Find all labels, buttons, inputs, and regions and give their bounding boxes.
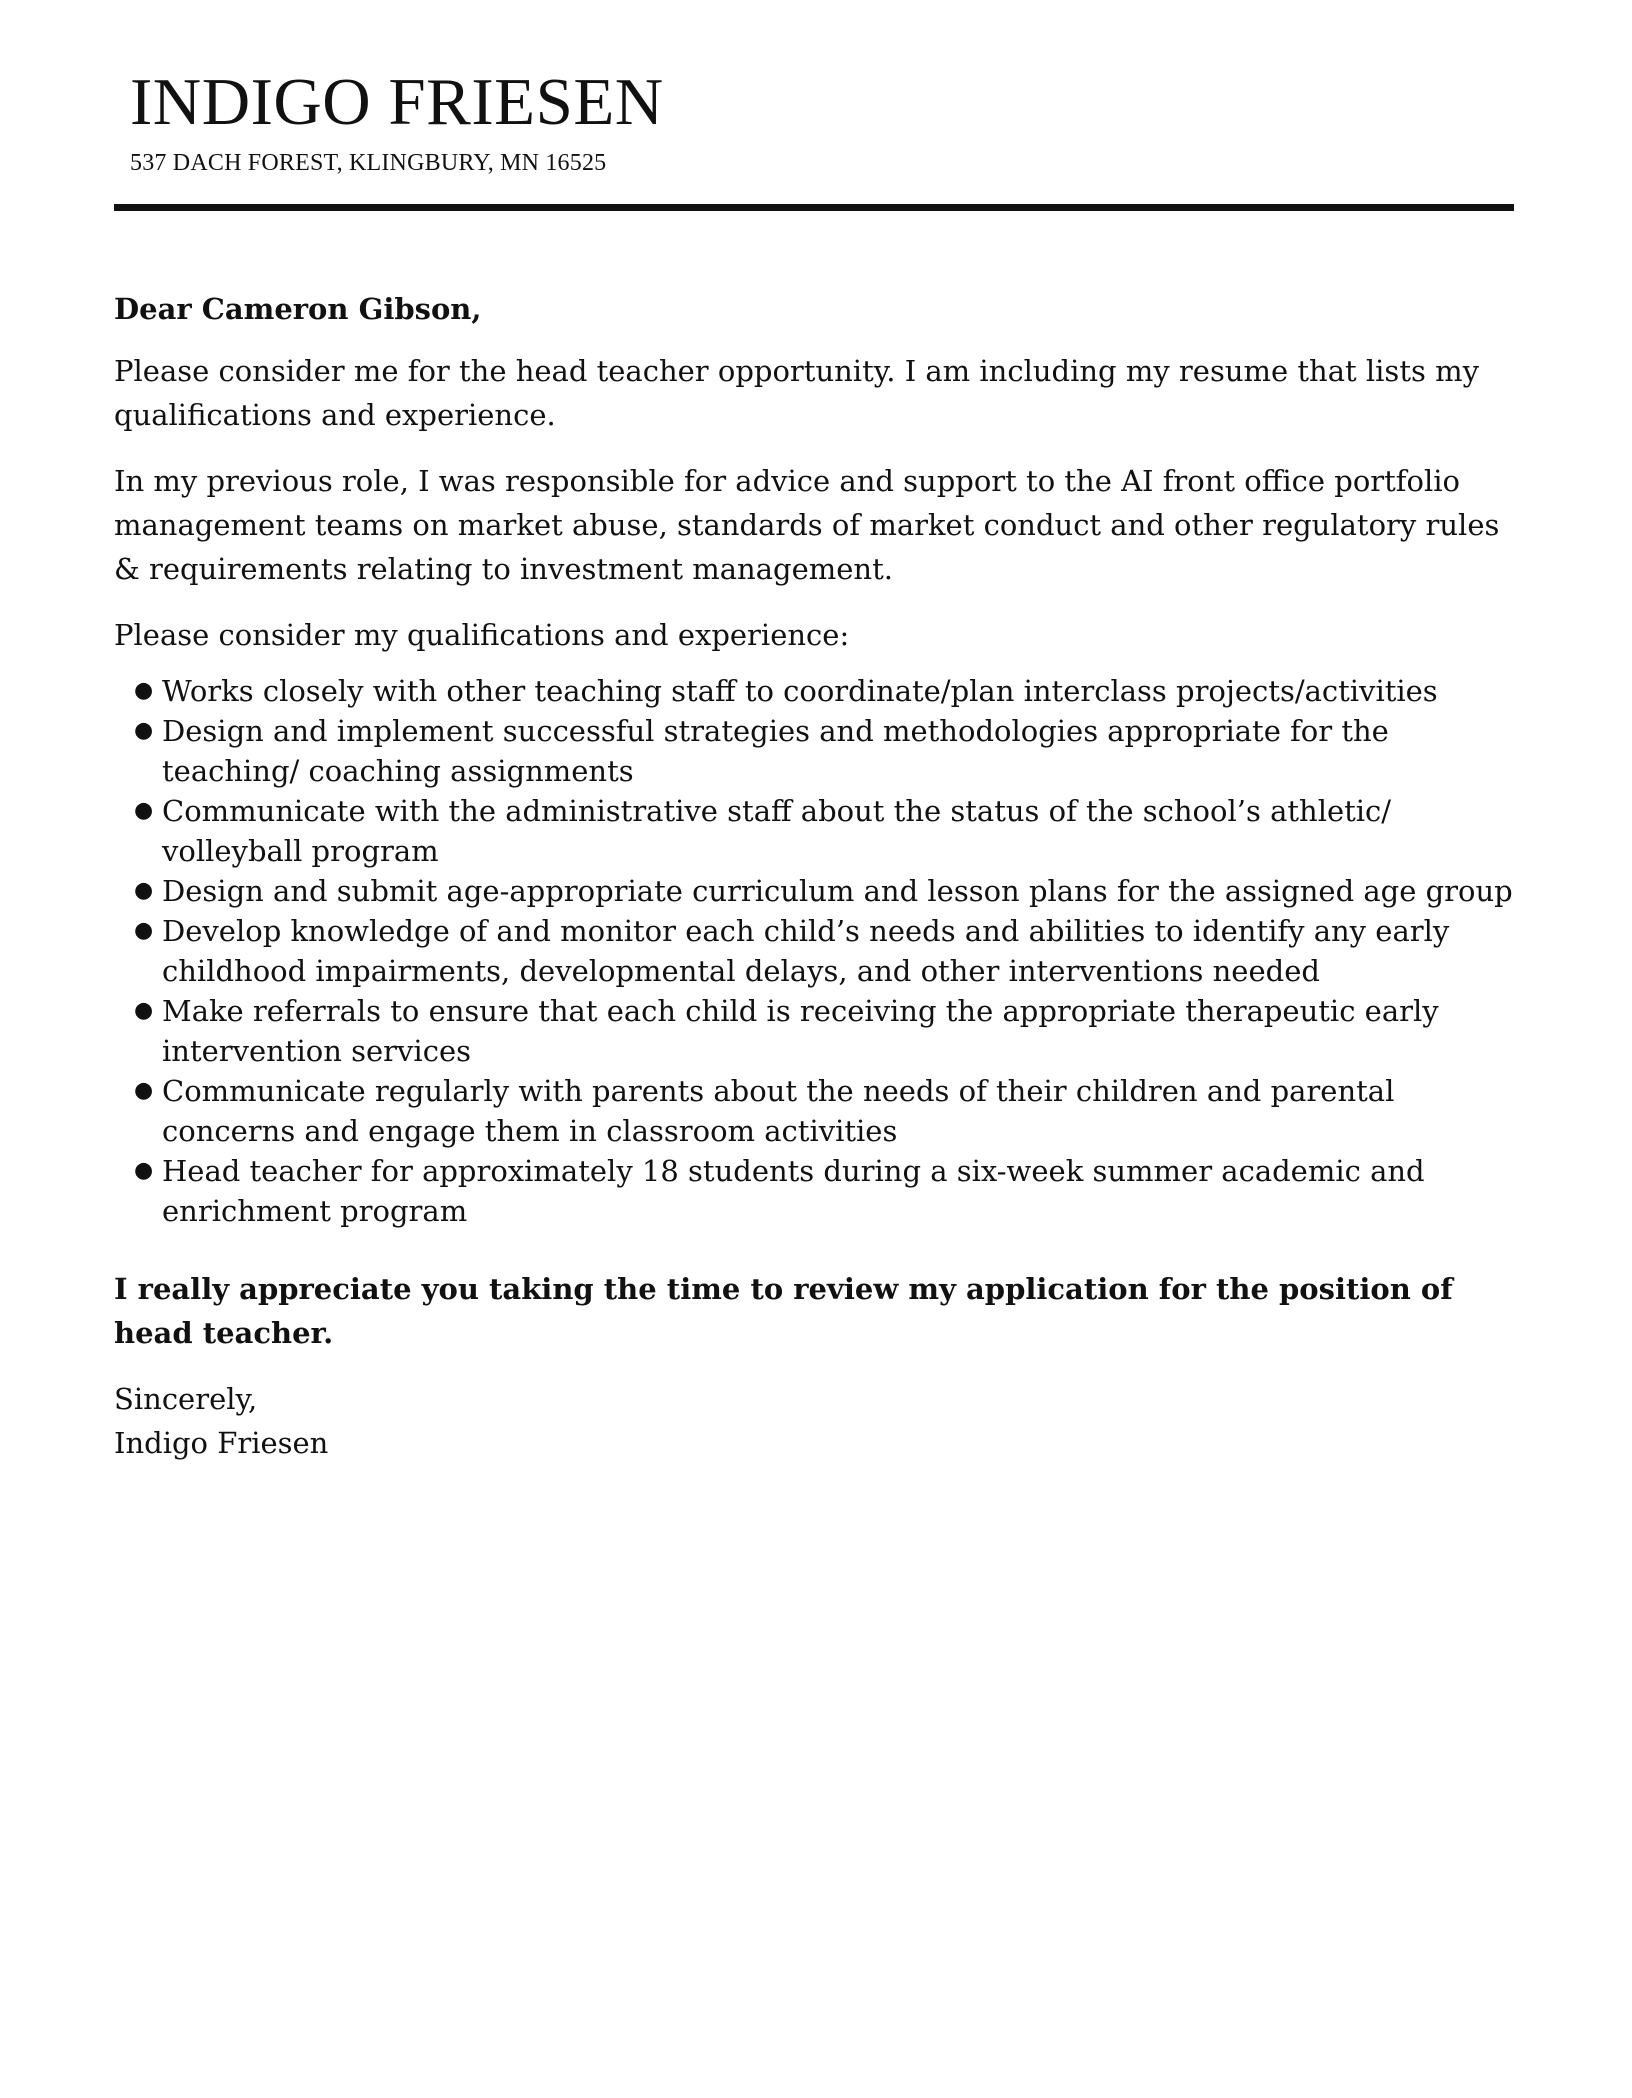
list-item-text: Communicate with the administrative staff about the status of the school’s athletic/ volleyball program [162,794,1392,868]
list-item-text: Make referrals to ensure that each child is receiving the appropriate therapeutic early intervention services [162,994,1439,1068]
bullet-icon: ● [134,798,154,823]
list-item-text: Design and submit age-appropriate curriculum and lesson plans for the assigned age group [162,874,1513,908]
list-item-text: Head teacher for approximately 18 students during a six-week summer academic and enrichment program [162,1154,1425,1228]
bullet-icon: ● [134,918,154,943]
list-item [134,711,1514,791]
list-item [134,791,1514,871]
applicant-name: INDIGO FRIESEN [130,65,664,139]
qualifications-list [114,671,1514,1231]
letter-header [130,62,1430,178]
list-item [134,671,1514,711]
bullet-icon: ● [134,1078,154,1103]
bullet-icon: ● [134,678,154,703]
bullet-icon: ● [134,718,154,743]
bullet-icon: ● [134,1158,154,1183]
letter-body [114,287,1514,1465]
list-item [134,991,1514,1071]
bullet-icon: ● [134,998,154,1023]
list-item-text: Communicate regularly with parents about the needs of their children and parental concerns and engage them in classroom activities [162,1074,1395,1148]
signature-name: Indigo Friesen [114,1426,329,1460]
applicant-address: 537 DACH FOREST, KLINGBURY, MN 16525 [130,150,607,176]
bullet-icon: ● [134,878,154,903]
list-item-text: Develop knowledge of and monitor each child’s needs and abilities to identify any early childhood impairments, developmental delays, and other interventions needed [162,914,1450,988]
intro-paragraph: Please consider me for the head teacher opportunity. I am including my resume that lists my qualifications and experience. [114,354,1479,432]
salutation: Dear Cameron Gibson, [114,292,482,326]
previous-role-paragraph: In my previous role, I was responsible for advice and support to the AI front office portfolio management teams on market abuse, standards of market conduct and other regulatory rules & requirements relating to investment management. [114,464,1500,586]
list-item [134,871,1514,911]
list-item [134,1151,1514,1231]
closing-statement: I really appreciate you taking the time to review my application for the position of head teacher. [114,1272,1453,1350]
list-item [134,1071,1514,1151]
header-divider [114,204,1514,211]
qualifications-lead-in: Please consider my qualifications and experience: [114,618,850,652]
list-item-text: Design and implement successful strategies and methodologies appropriate for the teaching/ coaching assignments [162,714,1389,788]
signoff: Sincerely, [114,1382,258,1416]
list-item-text: Works closely with other teaching staff to coordinate/plan interclass projects/activities [162,674,1438,708]
list-item [134,911,1514,991]
